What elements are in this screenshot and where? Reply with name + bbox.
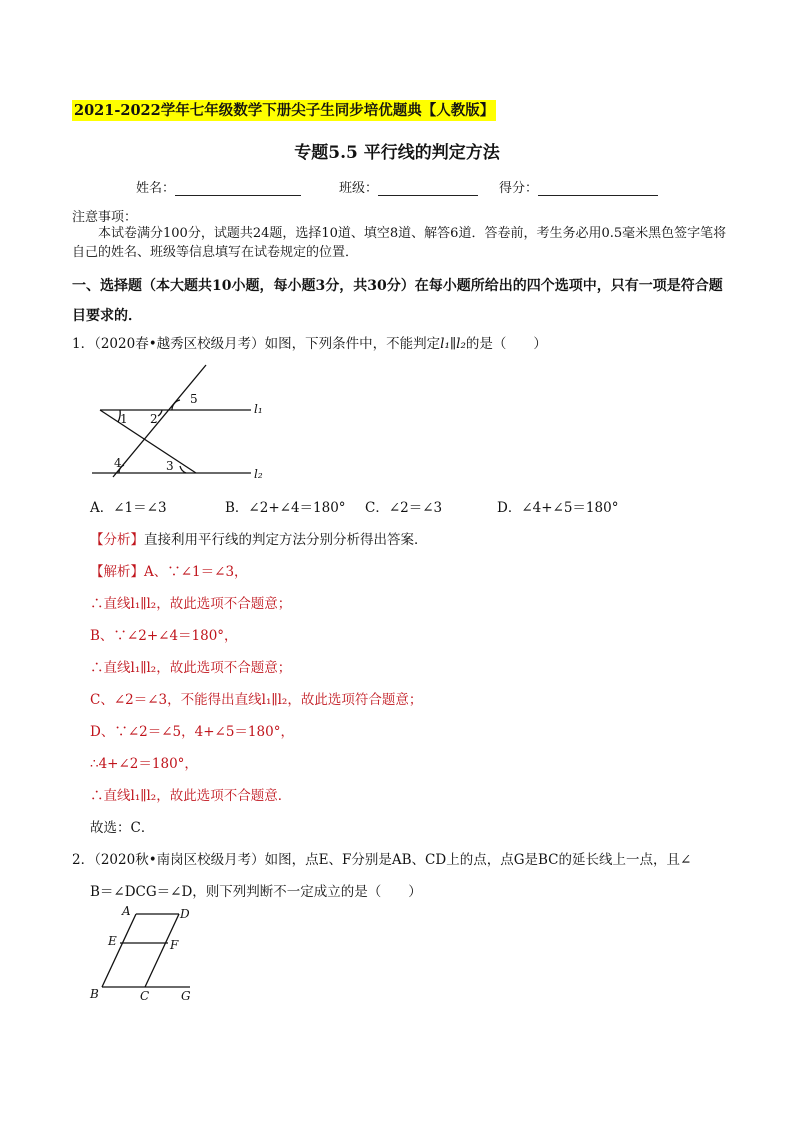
notes-heading: 注意事项： xyxy=(72,210,138,225)
q1-solution-line-8: ∴直线l₁∥l₂，故此选项不合题意． xyxy=(90,788,292,804)
point-label-a: A xyxy=(122,904,131,918)
point-label-b: B xyxy=(90,987,99,1001)
section-heading: 一、选择题（本大题共10小题，每小题3分，共30分）在每小题所给出的四个选项中，只有一项是符合题目要求的． xyxy=(72,278,723,324)
angle-label-3: 3 xyxy=(166,459,174,473)
name-label: 姓名： xyxy=(136,181,176,196)
q1-option-a[interactable]: A．∠1＝∠3 xyxy=(90,500,167,516)
angle-label-2: 2 xyxy=(150,412,158,426)
l2-label: l₂ xyxy=(254,467,263,481)
q1-stem-relation: l₁∥l₂ xyxy=(440,336,466,352)
point-label-c: C xyxy=(140,989,150,1003)
q1-figure xyxy=(88,360,278,486)
q1-solution-line-1 xyxy=(90,560,248,580)
q2-stem-line-1: 2．（2020秋•南岗区校级月考）如图，点E、F分别是AB、CD上的点，点G是BC的延长线上一点，且∠ xyxy=(72,852,692,868)
q1-solution-line-2: ∴直线l₁∥l₂，故此选项不合题意； xyxy=(90,596,292,612)
q1-analysis xyxy=(90,528,428,548)
point-label-g: G xyxy=(181,989,191,1003)
q1-solution-line-7: ∴4+∠2＝180°， xyxy=(90,756,198,772)
page-title: 专题5.5 平行线的判定方法 xyxy=(294,143,500,163)
point-label-f: F xyxy=(170,938,179,952)
q2-stem-line-2: B＝∠DCG＝∠D，则下列判断不一定成立的是（ ） xyxy=(90,884,422,900)
q1-solution-line-4: ∴直线l₁∥l₂，故此选项不合题意； xyxy=(90,660,292,676)
name-blank[interactable] xyxy=(175,181,301,196)
class-field xyxy=(339,177,478,196)
q1-stem-prefix: 1．（2020春•越秀区校级月考）如图，下列条件中，不能判定 xyxy=(72,336,441,352)
angle-arc-2 xyxy=(158,410,162,416)
q1-stem xyxy=(72,329,732,359)
score-label: 得分： xyxy=(499,181,539,196)
point-label-e: E xyxy=(108,934,117,948)
q1-option-c[interactable]: C．∠2＝∠3 xyxy=(365,500,443,516)
angle-label-5: 5 xyxy=(190,392,198,406)
point-label-d: D xyxy=(180,907,190,921)
notes-body: 本试卷满分100分，试题共24题，选择10道、填空8道、解答6道．答卷前，考生务必用0.5毫米黑色签字笔将自己的姓名、班级等信息填写在试卷规定的位置． xyxy=(72,226,727,260)
class-blank[interactable] xyxy=(378,181,478,196)
score-blank[interactable] xyxy=(538,181,658,196)
q1-solution-line-5: C、∠2＝∠3，不能得出直线l₁∥l₂，故此选项符合题意； xyxy=(90,692,423,708)
q1-stem-suffix: 的是（ ） xyxy=(465,336,547,352)
score-field xyxy=(499,177,658,196)
series-banner: 2021-2022学年七年级数学下册尖子生同步培优题典【人教版】 xyxy=(74,102,495,119)
angle-label-4: 4 xyxy=(114,456,122,470)
analysis-text: 直接利用平行线的判定方法分别分析得出答案． xyxy=(144,532,428,548)
solution-tag: 【解析】 xyxy=(90,564,144,580)
q1-option-d[interactable]: D．∠4+∠5＝180° xyxy=(497,500,619,516)
q1-option-b[interactable]: B．∠2+∠4＝180° xyxy=(225,500,346,516)
angle-arc-5 xyxy=(172,400,180,410)
segment-ab xyxy=(102,914,136,987)
q1-solution-line-3: B、∵∠2+∠4＝180°， xyxy=(90,628,238,644)
name-field xyxy=(136,177,301,196)
angle-arc-3 xyxy=(180,466,186,473)
q1-solution-line-6: D、∵∠2＝∠5，4+∠5＝180°， xyxy=(90,724,294,740)
analysis-tag: 【分析】 xyxy=(90,532,144,548)
class-label: 班级： xyxy=(339,181,379,196)
solution-line: A、∵∠1＝∠3， xyxy=(144,564,248,580)
angle-label-1: 1 xyxy=(120,412,128,426)
l1-label: l₁ xyxy=(254,402,263,416)
q2-figure xyxy=(84,902,204,1006)
q1-answer: 故选：C． xyxy=(90,820,155,836)
